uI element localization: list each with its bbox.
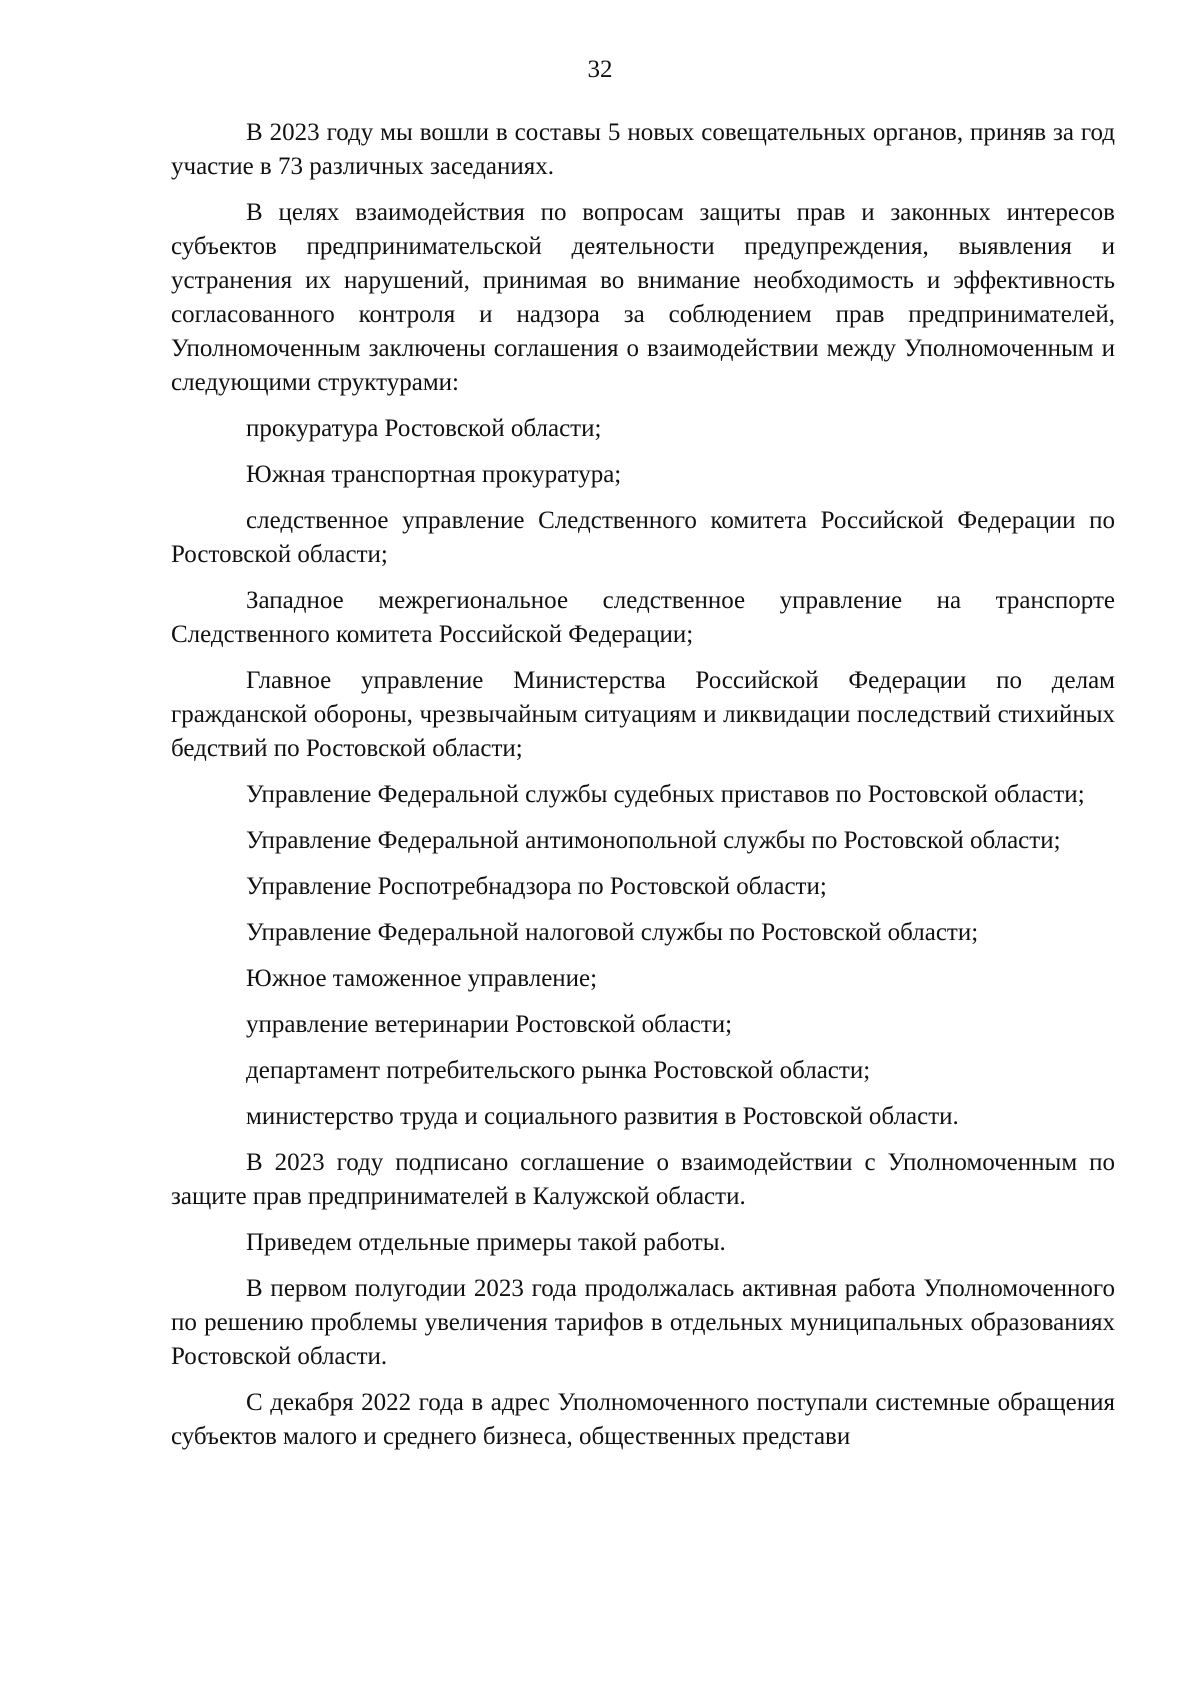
paragraph: С декабря 2022 года в адрес Уполномоченного поступали системные обращения субъектов малого и среднего бизнеса, общественных представи xyxy=(171,1389,1115,1450)
list-item: департамент потребительского рынка Ростовской области; xyxy=(246,1057,871,1084)
list-item: Главное управление Министерства Российской Федерации по делам гражданской обороны, чрезвычайным ситуациям и ликвидации последствий стихийных бедствий по Ростовской области; xyxy=(171,667,1115,762)
paragraph: В целях взаимодействия по вопросам защиты прав и законных интересов субъектов предпринимательской деятельности предупреждения, выявления и устранения их нарушений, принимая во внимание необходимость и эффективность согласованного контроля и надзора за соблюдением прав предпринимателей, Уполномоченным заключены соглашения о взаимодействии между Уполномоченным и следующими структурами: xyxy=(171,199,1115,396)
paragraph: В первом полугодии 2023 года продолжалась активная работа Уполномоченного по решению проблемы увеличения тарифов в отдельных муниципальных образованиях Ростовской области. xyxy=(171,1275,1115,1370)
paragraph: Приведем отдельные примеры такой работы. xyxy=(246,1229,726,1256)
list-item: Южная транспортная прокуратура; xyxy=(246,461,622,488)
list-item: Управление Федеральной налоговой службы по Ростовской области; xyxy=(246,919,979,946)
list-item: прокуратура Ростовской области; xyxy=(246,415,602,442)
paragraph: В 2023 году мы вошли в составы 5 новых совещательных органов, приняв за год участие в 73 различных заседаниях. xyxy=(171,119,1115,180)
list-item: управление ветеринарии Ростовской области; xyxy=(246,1011,733,1038)
list-item: следственное управление Следственного комитета Российской Федерации по Ростовской области; xyxy=(171,507,1115,568)
list-item: Управление Роспотребнадзора по Ростовской области; xyxy=(246,873,827,900)
page-number: 32 xyxy=(587,56,613,83)
list-item: Управление Федеральной антимонопольной службы по Ростовской области; xyxy=(246,827,1061,854)
list-item: министерство труда и социального развития в Ростовской области. xyxy=(246,1103,959,1130)
list-item: Управление Федеральной службы судебных приставов по Ростовской области; xyxy=(246,781,1085,808)
paragraph: В 2023 году подписано соглашение о взаимодействии с Уполномоченным по защите прав предпринимателей в Калужской области. xyxy=(171,1149,1115,1210)
list-item: Южное таможенное управление; xyxy=(246,965,598,992)
list-item: Западное межрегиональное следственное управление на транспорте Следственного комитета Российской Федерации; xyxy=(171,587,1115,648)
document-body xyxy=(171,116,1115,1466)
